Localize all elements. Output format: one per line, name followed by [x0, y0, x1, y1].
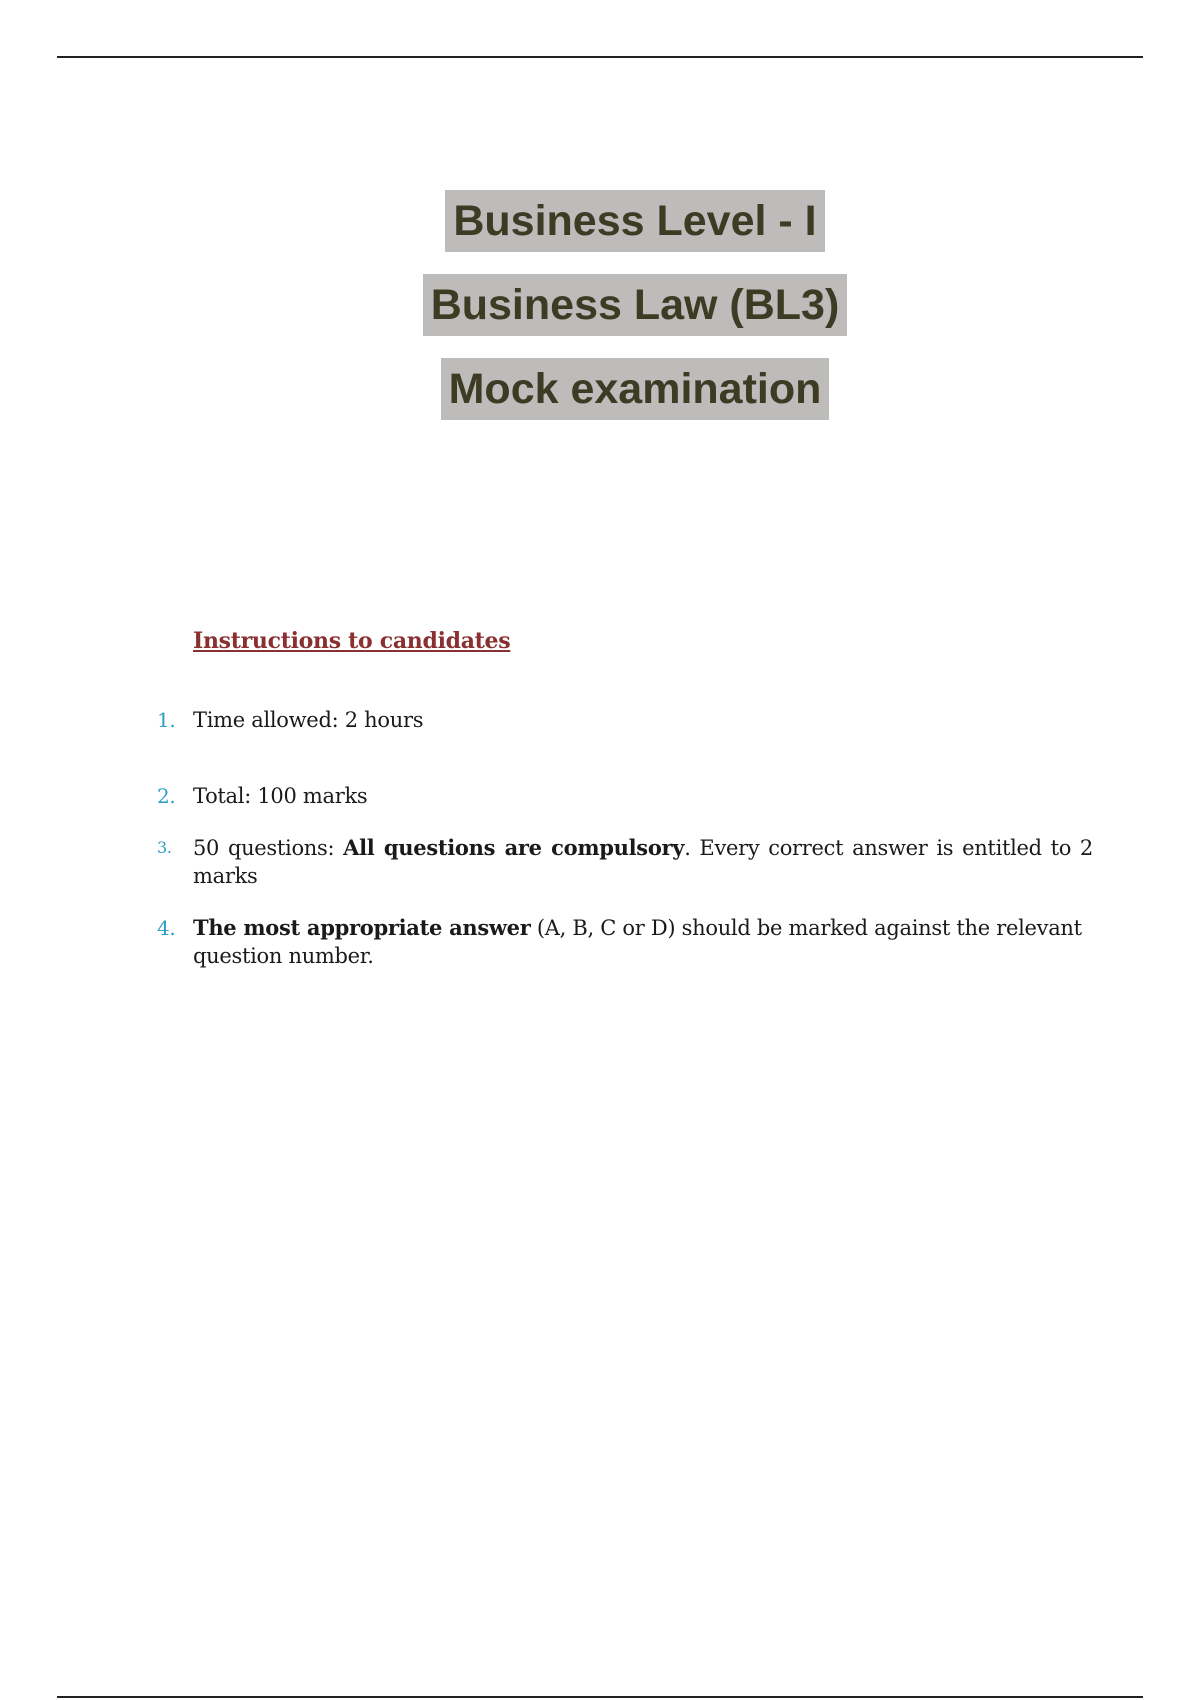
- title-subject: Business Law (BL3): [423, 274, 848, 336]
- list-number: 2.: [157, 784, 176, 808]
- instructions-heading: Instructions to candidates: [193, 628, 511, 654]
- list-item-bold: All questions are compulsory: [343, 835, 685, 860]
- header-rule: [57, 56, 1143, 58]
- list-item: [157, 782, 1093, 810]
- instructions-list: [157, 706, 1093, 970]
- list-number: 4.: [157, 916, 176, 940]
- title-block: [0, 190, 1200, 442]
- list-item: [157, 834, 1093, 890]
- footer-rule: [57, 1696, 1143, 1698]
- title-level: Business Level - I: [445, 190, 824, 252]
- list-number: 3.: [157, 838, 172, 857]
- list-item-text: Total: 100 marks: [193, 784, 368, 808]
- title-exam-type: Mock examination: [441, 358, 830, 420]
- list-item-suffix: . Every correct answer is entitled to 2 marks: [193, 836, 1093, 888]
- list-item-bold: The most appropriate answer: [193, 915, 531, 940]
- instructions-section: [157, 628, 1093, 970]
- list-number: 1.: [157, 708, 176, 732]
- list-item: [157, 914, 1093, 970]
- list-item-prefix: 50 questions:: [193, 836, 344, 860]
- list-item-suffix: (A, B, C or D) should be marked against the relevant question number.: [193, 916, 1082, 968]
- list-item: [157, 706, 1093, 734]
- list-item-text: Time allowed: 2 hours: [193, 708, 424, 732]
